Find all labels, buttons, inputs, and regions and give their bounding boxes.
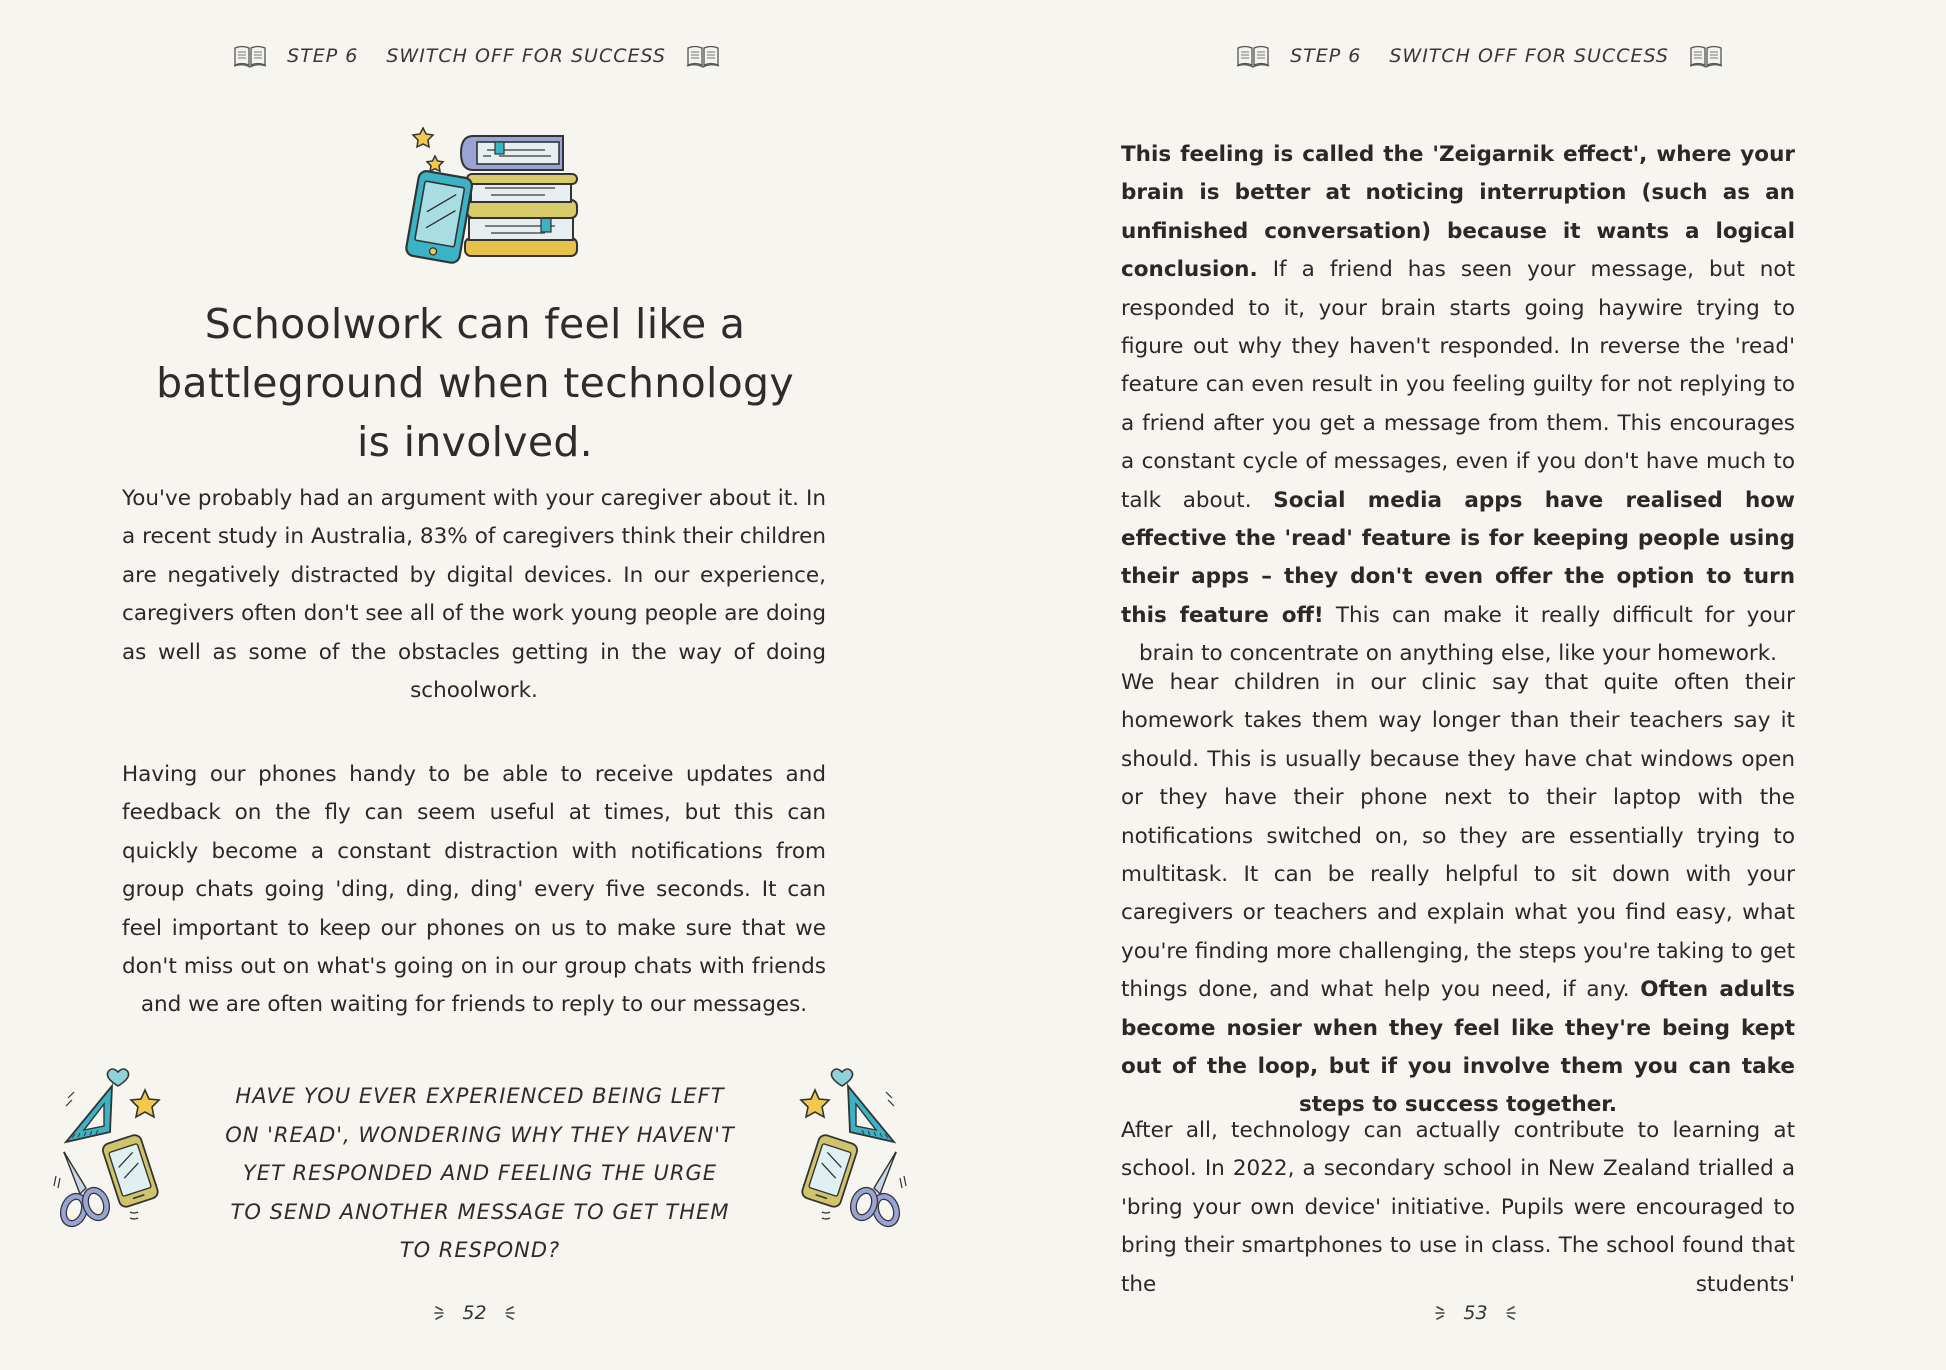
headline: Schoolwork can feel like a battleground when technology is involved. — [156, 300, 794, 466]
page-number — [0, 1302, 961, 1324]
page-number — [989, 1302, 1946, 1324]
folio-mark-icon — [434, 1304, 444, 1322]
reflection-prompt — [50, 1060, 910, 1262]
body-text-run: We hear children in our clinic say that quite often their homework takes them way longer than their teachers say it should. This is usually because they have chat windows open or they have their phone next to their laptop with the notifications switched on, so they are essentially trying to multitask. It can be really helpful to sit down with your caregivers or teachers and explain what you find easy, what you're finding more challenging, the steps you're taking to get things done, and what help you need, if any. — [1121, 670, 1795, 1003]
folio-mark-icon — [1506, 1304, 1516, 1322]
paragraph-1: You've probably had an argument with your caregiver about it. In a recent study in Australia, 83% of caregivers think their children are negatively distracted by digital devices. In our experience, caregivers often don't see all of the work young people are doing as well as some of the obstacles getting in the way of doing schoolwork. — [122, 486, 826, 704]
open-book-icon — [233, 44, 267, 68]
stationery-doodle-icon — [50, 1060, 210, 1240]
open-book-icon — [1689, 44, 1723, 68]
running-head-title: SWITCH OFF FOR SUCCESS — [386, 45, 666, 67]
running-head — [993, 44, 1946, 68]
paragraph-2: Having our phones handy to be able to receive updates and feedback on the fly can seem useful at times, but this can quickly become a constant distraction with notifications from group chats going 'ding, ding, ding' every five seconds. It can feel important to keep our phones on us to make sure that we don't miss out on what's going on in our group chats with friends and we are often waiting for friends to reply to our messages. — [122, 762, 826, 1018]
emphasis-text: This feeling is called the 'Zeigarnik effect', where your brain is better at noticing interruption (such as an unfinished conversation) because it wants a logical conclusion. — [1121, 142, 1795, 283]
open-book-icon — [1236, 44, 1270, 68]
open-book-icon — [686, 44, 720, 68]
body-text-run: If a friend has seen your message, but not responded to it, your brain starts going haywire trying to figure out why they haven't responded. In reverse the 'read' feature can even result in you feeling guilty for not replying to a friend after you get a message from them. This encourages a constant cycle of messages, even if you don't have much to talk about. — [1121, 257, 1795, 513]
folio-mark-icon — [1435, 1304, 1445, 1322]
emphasis-text: Often adults become nosier when they feel like they're being kept out of the loop, but if you involve them you can take steps to success together. — [1121, 977, 1795, 1118]
page-number-value: 52 — [462, 1302, 487, 1324]
running-head — [0, 44, 963, 68]
running-head-step: STEP 6 — [1290, 45, 1362, 67]
prompt-text: HAVE YOU EVER EXPERIENCED BEING LEFT ON 'READ', WONDERING WHY THEY HAVEN'T YET RESPONDED AND FEELING THE URGE TO SEND ANOTHER MESSAGE TO GET THEM TO RESPOND? — [225, 1084, 735, 1262]
page-number-value: 53 — [1463, 1302, 1488, 1324]
paragraph-2 — [1121, 664, 1795, 1125]
running-head-step: STEP 6 — [287, 45, 359, 67]
right-page — [973, 0, 1946, 1370]
emphasis-text: Social media apps have realised how effective the 'read' feature is for keeping people using their apps – they don't even offer the option to turn this feature off! — [1121, 487, 1795, 628]
running-head-title: SWITCH OFF FOR SUCCESS — [1389, 45, 1669, 67]
paragraph-3: After all, technology can actually contribute to learning at school. In 2022, a secondary school in New Zealand trialled a 'bring your own device' initiative. Pupils were encouraged to bring their smartphones to use in class. The school found that the students' — [1121, 1118, 1795, 1297]
paragraph-1 — [1121, 136, 1795, 674]
body-text-run: This can make it really difficult for your brain to concentrate on anything else, like your homework. — [1139, 602, 1795, 667]
stationery-doodle-icon — [750, 1060, 910, 1240]
books-and-tablet-illustration — [395, 122, 585, 272]
folio-mark-icon — [505, 1304, 515, 1322]
